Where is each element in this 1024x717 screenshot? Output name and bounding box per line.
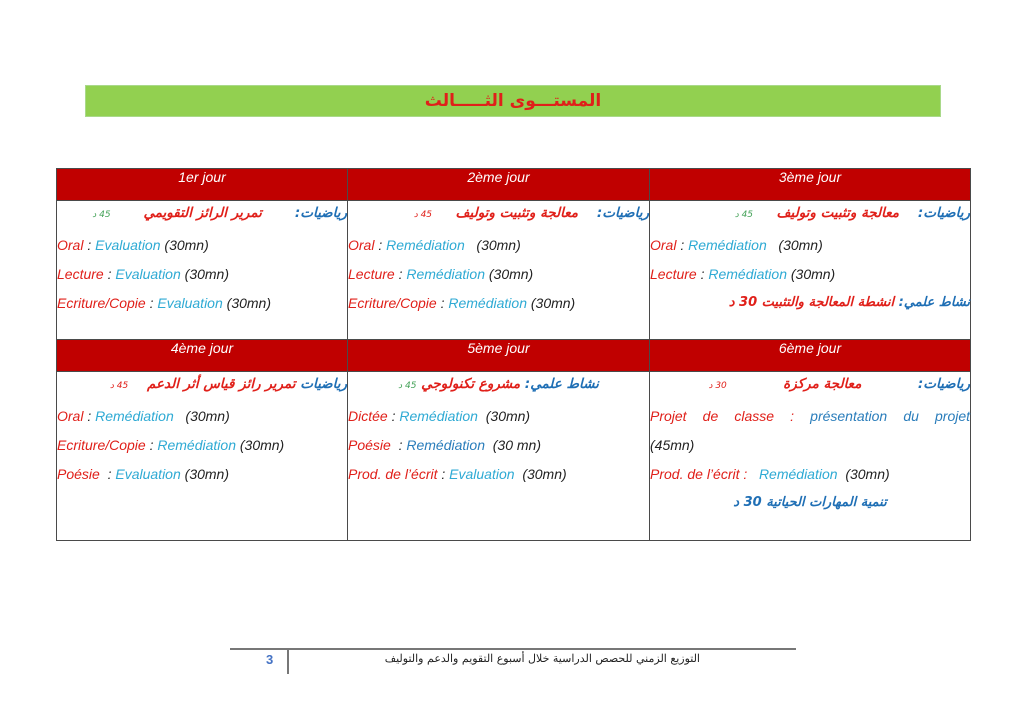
day-header-2: 2ème jour xyxy=(348,169,650,201)
subject-label: رياضيات: xyxy=(917,205,970,221)
footer-caption: التوزيع الزمني للحصص الدراسية خلال أسبوع التقويم والدعم والتوليف xyxy=(384,652,700,665)
activity-label: Prod. de l’écrit xyxy=(650,466,740,482)
session-topic: معالجة مركزة xyxy=(783,376,862,392)
separator: : xyxy=(83,237,96,253)
activity-time: (30mn) xyxy=(160,237,209,253)
session-topic: معالجة وتثبيت وتوليف xyxy=(455,205,579,221)
separator: : xyxy=(437,466,450,482)
activity-type: Remédiation xyxy=(399,408,478,424)
session-topic: تمرير رائز قياس أثر الدعم xyxy=(146,376,296,392)
session-duration: 30 د xyxy=(708,381,727,391)
activity-line xyxy=(57,289,347,318)
activity-line xyxy=(650,260,970,289)
footer-divider-tick xyxy=(287,648,289,674)
day-header-4: 4ème jour xyxy=(57,340,348,372)
activity-time: (30mn) xyxy=(222,295,271,311)
footer-divider xyxy=(230,648,796,650)
arabic-session-line xyxy=(348,372,649,398)
activity-label: Lecture xyxy=(57,266,104,282)
activity-label: Oral xyxy=(57,237,84,253)
separator: : xyxy=(390,437,407,453)
separator: : xyxy=(696,266,709,282)
activity-label: Lecture xyxy=(650,266,697,282)
activity-label: Dictée xyxy=(348,408,388,424)
activity-label: Ecriture/Copie xyxy=(57,295,146,311)
day-header-1: 1er jour xyxy=(57,169,348,201)
activity-label: Oral xyxy=(650,237,677,253)
session-duration: 45 د xyxy=(734,210,754,220)
separator: : xyxy=(145,295,158,311)
activity-label: Prod. de l’écrit xyxy=(348,466,438,482)
separator: : xyxy=(83,408,96,424)
separator: : xyxy=(374,237,387,253)
separator: : xyxy=(436,295,449,311)
separator: : xyxy=(103,266,116,282)
activity-line xyxy=(57,402,347,431)
activity-line xyxy=(348,431,649,460)
activity-type: Remédiation xyxy=(448,295,527,311)
header-row-1 xyxy=(57,169,971,201)
activity-label: Projet de classe xyxy=(650,408,775,424)
subject-label: رياضيات: xyxy=(917,376,970,392)
separator: : xyxy=(774,408,811,424)
activity-label: Poésie xyxy=(57,466,100,482)
activity-time: (30mn) xyxy=(180,266,229,282)
day-header-6: 6ème jour xyxy=(650,340,971,372)
activity-line xyxy=(348,231,649,260)
session-topic: انشطة المعالجة والتثبيت 30 د xyxy=(728,295,895,310)
level-title-banner xyxy=(85,85,941,117)
day-header-3: 3ème jour xyxy=(650,169,971,201)
activity-type: Remédiation xyxy=(758,466,838,482)
activity-label: Poésie xyxy=(348,437,391,453)
activity-time: (30mn) xyxy=(786,266,836,282)
session-duration: 45 د xyxy=(413,210,433,220)
day-cell-5 xyxy=(348,372,650,541)
activity-type: Evaluation xyxy=(115,466,181,482)
activity-time: (30mn) xyxy=(235,437,285,453)
activity-type: présentation du projet xyxy=(810,408,971,424)
activity-type: Remédiation xyxy=(157,437,236,453)
separator: : xyxy=(394,266,407,282)
activity-time: (30mn) xyxy=(173,408,230,424)
day-cell-6 xyxy=(650,372,971,541)
activity-line xyxy=(57,431,347,460)
activity-label: Ecriture/Copie xyxy=(348,295,437,311)
activity-line xyxy=(57,260,347,289)
content-row-2 xyxy=(57,372,971,541)
activity-line xyxy=(650,402,970,431)
activity-label: Lecture xyxy=(348,266,395,282)
header-row-2 xyxy=(57,340,971,372)
session-topic: تمرير الرائز التقويمي xyxy=(143,205,262,221)
arabic-session-line xyxy=(348,201,649,227)
activity-time: (45mn) xyxy=(650,437,695,453)
activity-time: (30mn) xyxy=(837,466,890,482)
activity-line xyxy=(348,460,649,489)
activity-type: Remédiation xyxy=(688,237,767,253)
activity-time: (30mn) xyxy=(484,266,534,282)
subject-label: رياضيات xyxy=(300,376,347,392)
separator: : xyxy=(99,466,116,482)
activity-time: (30mn) xyxy=(766,237,823,253)
activity-time: (30mn) xyxy=(180,466,229,482)
activity-line xyxy=(650,460,970,489)
activity-line xyxy=(650,231,970,260)
activity-time: (30mn) xyxy=(464,237,521,253)
activity-type: Evaluation xyxy=(449,466,515,482)
arabic-session-line xyxy=(57,372,347,398)
activity-type: Remédiation xyxy=(95,408,174,424)
activity-line xyxy=(348,260,649,289)
activity-type: Remédiation xyxy=(406,266,485,282)
activity-type: Evaluation xyxy=(115,266,181,282)
weekly-schedule-table xyxy=(56,168,971,541)
subject-label: نشاط علمي: xyxy=(524,376,599,392)
day-cell-4 xyxy=(57,372,348,541)
activity-label: Oral xyxy=(57,408,84,424)
day-cell-3 xyxy=(650,201,971,340)
separator: : xyxy=(145,437,158,453)
session-topic: معالجة وتثبيت وتوليف xyxy=(776,205,900,221)
separator: : xyxy=(739,466,759,482)
arabic-life-skills-line xyxy=(650,491,970,515)
page-number: 3 xyxy=(266,652,274,667)
activity-type: Evaluation xyxy=(157,295,223,311)
arabic-science-line xyxy=(650,291,970,315)
activity-line xyxy=(348,402,649,431)
level-title: المستـــوى الثـــــالث xyxy=(424,91,602,111)
activity-type: Remédiation xyxy=(386,237,465,253)
activity-time: (30 mn) xyxy=(484,437,541,453)
subject-label: رياضيات: xyxy=(294,205,347,221)
subject-label: نشاط علمي: xyxy=(898,295,970,310)
activity-line xyxy=(57,460,347,489)
activity-label: Oral xyxy=(348,237,375,253)
activity-time: (30mn) xyxy=(477,408,531,424)
session-duration: 45 د xyxy=(398,381,417,391)
session-duration: 45 د xyxy=(109,381,129,391)
session-topic: مشروع تكنولوجي xyxy=(421,376,521,392)
life-skills-session: تنمية المهارات الحياتية 30 د xyxy=(733,495,887,510)
separator: : xyxy=(387,408,400,424)
activity-type: Remédiation xyxy=(406,437,485,453)
activity-type: Evaluation xyxy=(95,237,161,253)
activity-line xyxy=(348,289,649,318)
arabic-session-line xyxy=(650,201,970,227)
session-duration: 45 د xyxy=(92,210,111,220)
content-row-1 xyxy=(57,201,971,340)
activity-line xyxy=(57,231,347,260)
separator: : xyxy=(676,237,689,253)
activity-time: (30mn) xyxy=(514,466,567,482)
day-header-5: 5ème jour xyxy=(348,340,650,372)
activity-time: (30mn) xyxy=(526,295,576,311)
day-cell-1 xyxy=(57,201,348,340)
arabic-session-line xyxy=(650,372,970,398)
arabic-session-line xyxy=(57,201,347,227)
activity-label: Ecriture/Copie xyxy=(57,437,146,453)
activity-type: Remédiation xyxy=(708,266,787,282)
activity-line-continuation xyxy=(650,431,970,460)
subject-label: رياضيات: xyxy=(596,205,649,221)
day-cell-2 xyxy=(348,201,650,340)
